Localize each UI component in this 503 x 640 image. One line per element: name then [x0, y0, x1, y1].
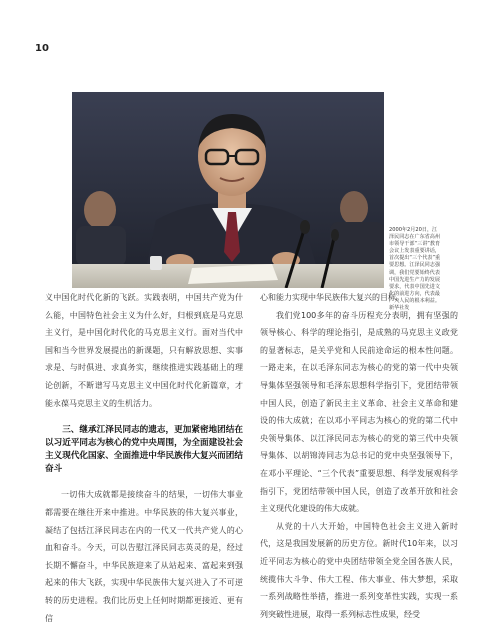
right-paragraph-1: 心和能力实现中华民族伟大复兴的目标。	[260, 293, 404, 302]
left-paragraph-1: 义中国化时代化新的飞跃。实践表明，中国共产党为什么能，中国特色社会主义为什么好，归根到底是马克思主义行，是中国化时代化的马克思主义行。面对当代中国和当今世界发展提出的新课题，只有解放思想、实事求是、与时俱进、求真务实，继续推进实践基础上的理论创新，不断谱写马克思主义中国化时代化新篇章，才能永葆马克思主义的生机活力。	[45, 293, 243, 408]
page-number: 10	[35, 43, 49, 54]
section-heading-text: 三、继承江泽民同志的遗志，更加紧密地团结在以习近平同志为核心的党中央周围，为全面建设社会主义现代化国家、全面推进中华民族伟大复兴而团结奋斗	[45, 425, 243, 474]
left-column	[45, 289, 243, 627]
photo-speech-at-podium	[72, 92, 384, 288]
right-paragraph-3: 从党的十八大开始，中国特色社会主义进入新时代，这是我国发展新的历史方位。新时代10年来，以习近平同志为核心的党中央团结带领全党全国各族人民，统揽伟大斗争、伟大工程、伟大事业、伟大梦想，采取一系列战略性举措，推进一系列变革性实践，实现一系列突破性进展，取得一系列标志性成果，经受	[260, 521, 458, 619]
left-paragraph-2: 一切伟大成就都是接续奋斗的结果，一切伟大事业都需要在继往开来中推进。中华民族的伟大复兴事业，凝结了包括江泽民同志在内的一代又一代共产党人的心血和奋斗。今天，可以告慰江泽民同志英灵的是，经过长期不懈奋斗，中华民族迎来了从站起来、富起来到强起来的伟大飞跃，实现中华民族伟大复兴进入了不可逆转的历史进程。我们比历史上任何时期都更接近、更有信	[45, 490, 243, 623]
right-column	[260, 289, 458, 623]
section-heading	[45, 424, 243, 475]
photo-caption: 2000年2月20日，江泽民同志在广东省高州市领导干部“三讲”教育会议上发表重要讲话，首次提出“三个代表”重要思想。江泽民同志强调，我们党要始终代表中国先进生产力的发展要求，代表中国先进文化的前进方向，代表最广大人民的根本利益。 新华社发	[389, 227, 441, 312]
right-paragraph-2: 我们党100多年的奋斗历程充分表明，拥有坚强的领导核心、科学的理论指引，是成熟的马克思主义政党的显著标志，是关乎党和人民前途命运的根本性问题。一路走来，在以毛泽东同志为核心的党的第一代中央领导集体坚强领导和毛泽东思想科学指引下，党团结带领中国人民，创造了新民主主义革命、社会主义革命和建设的伟大成就；在以邓小平同志为核心的党的第二代中央领导集体、以江泽民同志为核心的党的第三代中央领导集体、以胡锦涛同志为总书记的党中央坚强领导下，在邓小平理论、“三个代表”重要思想、科学发展观科学指引下，党团结带领中国人民，创造了改革开放和社会主义现代化建设的伟大成就。	[260, 310, 458, 514]
photo-illustration	[72, 92, 384, 288]
